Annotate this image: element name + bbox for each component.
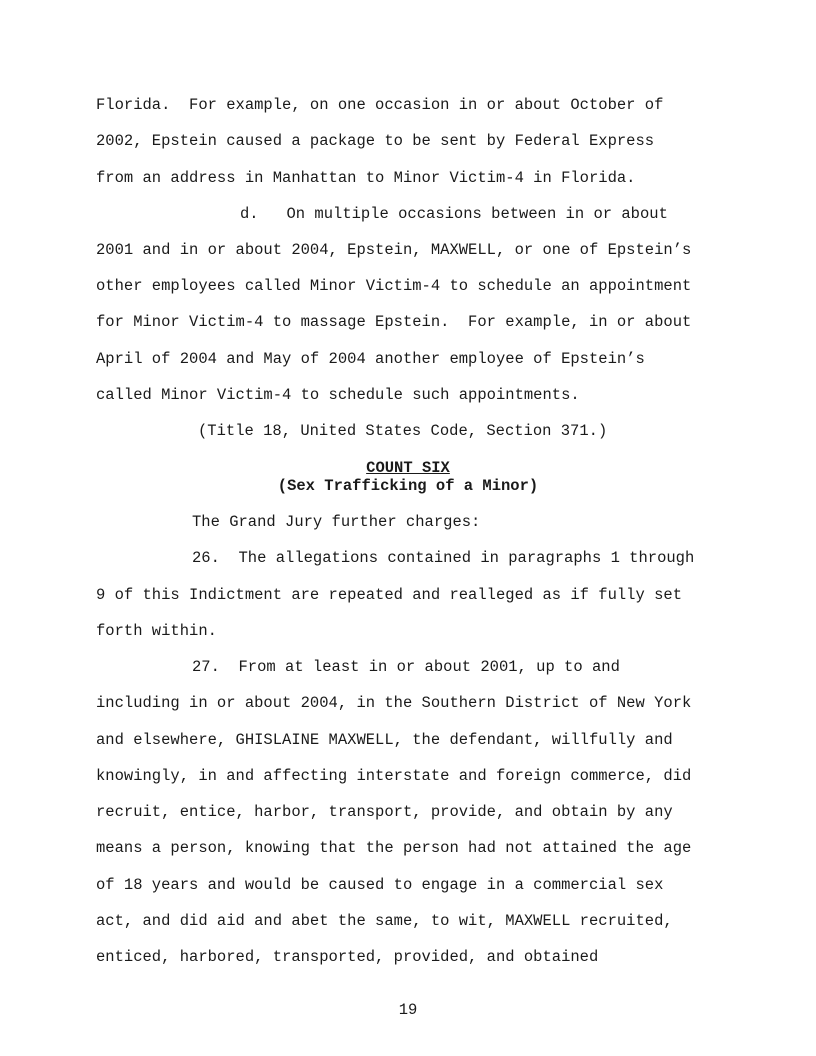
text-line: Florida. For example, on one occasion in or about October of — [96, 96, 664, 114]
text-line: and elsewhere, GHISLAINE MAXWELL, the defendant, willfully and — [96, 731, 673, 749]
text-line: April of 2004 and May of 2004 another employee of Epstein’s — [96, 350, 645, 368]
count-subtitle: (Sex Trafficking of a Minor) — [277, 477, 539, 495]
text-line: 2001 and in or about 2004, Epstein, MAXWELL, or one of Epstein’s — [96, 241, 692, 259]
text-line: enticed, harbored, transported, provided, and obtained — [96, 948, 599, 966]
text-line: from an address in Manhattan to Minor Victim-4 in Florida. — [96, 169, 636, 187]
paragraph-27-first-line: 27. From at least in or about 2001, up to and — [192, 658, 620, 676]
statute-citation: (Title 18, United States Code, Section 371.) — [198, 422, 608, 440]
text-line: of 18 years and would be caused to engage in a commercial sex — [96, 876, 664, 894]
text-line: other employees called Minor Victim-4 to schedule an appointment — [96, 277, 692, 295]
text-line: knowingly, in and affecting interstate and foreign commerce, did — [96, 767, 692, 785]
text-line: forth within. — [96, 622, 217, 640]
text-line: recruit, entice, harbor, transport, provide, and obtain by any — [96, 803, 673, 821]
text-line: including in or about 2004, in the Southern District of New York — [96, 694, 692, 712]
count-title: COUNT SIX — [366, 459, 450, 477]
charge-intro: The Grand Jury further charges: — [192, 513, 481, 531]
text-line: 9 of this Indictment are repeated and realleged as if fully set — [96, 586, 682, 604]
text-line: 2002, Epstein caused a package to be sent by Federal Express — [96, 132, 655, 150]
page-number: 19 — [398, 1001, 418, 1019]
text-line: for Minor Victim-4 to massage Epstein. For example, in or about — [96, 313, 692, 331]
text-line: called Minor Victim-4 to schedule such appointments. — [96, 386, 580, 404]
paragraph-26-first-line: 26. The allegations contained in paragraphs 1 through — [192, 549, 695, 567]
text-line: means a person, knowing that the person had not attained the age — [96, 839, 692, 857]
count-heading — [96, 459, 720, 477]
text-line: act, and did aid and abet the same, to wit, MAXWELL recruited, — [96, 912, 673, 930]
subparagraph-d-first-line: d. On multiple occasions between in or about — [240, 205, 668, 223]
